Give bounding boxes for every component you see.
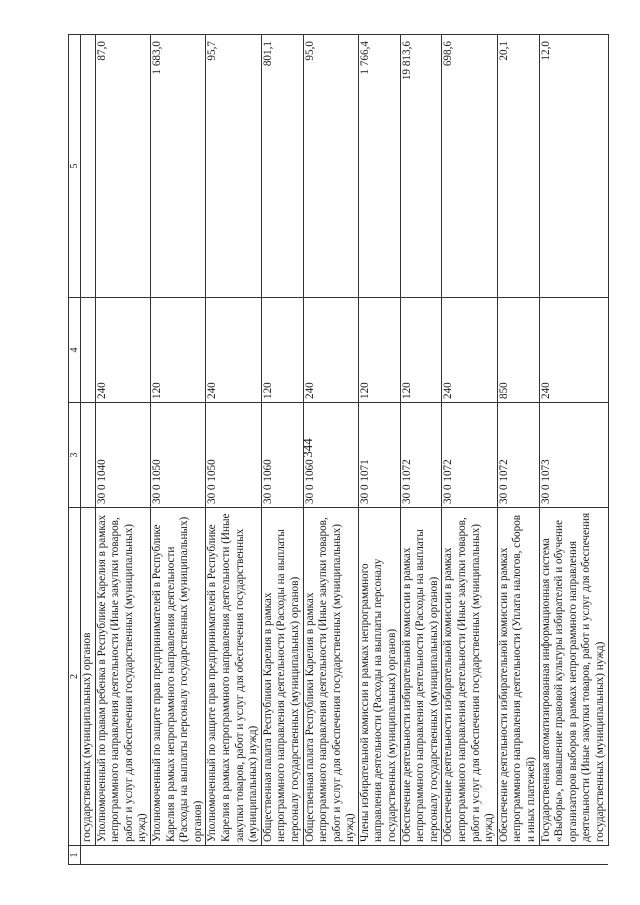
header-cell: 5 (69, 35, 81, 298)
row-amount: 95,7 (206, 35, 261, 298)
row-type: 120 (150, 298, 205, 403)
table-row (81, 35, 96, 865)
table-row (400, 35, 442, 865)
table-row (442, 35, 497, 865)
row-amount: 801,1 (261, 35, 303, 298)
empty-cell (261, 846, 303, 865)
table-row (303, 35, 358, 865)
table-row (206, 35, 261, 865)
row-type: 240 (95, 298, 150, 403)
table-row (358, 35, 400, 865)
empty-cell (400, 846, 442, 865)
budget-table (68, 34, 609, 865)
row-name: Государственная автоматизированная информационная система «Выборы», повышение правовой культуры избирателей и обучение организаторов выборов в рамках непрограммного направления деятельности (Иные закупки товаров, работ и услуг для обеспечения государственных (муниципальных) нужд) (539, 508, 608, 846)
row-name: Общественная палата Республики Карелия в рамках непрограммного направления деятельности (Расходы на выплаты персоналу государственных (муниципальных) органов) (261, 508, 303, 846)
row-amount: 20,1 (497, 35, 539, 298)
row-name: Уполномоченный по правам ребенка в Республике Карелия в рамках непрограммного направления деятельности (Иные закупки товаров, работ и услуг для обеспечения государственных (муниципальных) нужд) (95, 508, 150, 846)
header-cell: 4 (69, 298, 81, 403)
empty-cell (497, 846, 539, 865)
row-type: 120 (358, 298, 400, 403)
rotated-table-page (68, 35, 606, 865)
table-row (539, 35, 608, 865)
row-code (81, 403, 96, 508)
row-amount: 87,0 (95, 35, 150, 298)
header-cell: 2 (69, 508, 81, 846)
row-type: 120 (261, 298, 303, 403)
row-name: Обеспечение деятельности избирательной комиссии в рамках непрограммного направления деятельности (Расходы на выплаты персоналу государственных (муниципальных) органов) (400, 508, 442, 846)
row-amount: 19 813,6 (400, 35, 442, 298)
table-row (95, 35, 150, 865)
empty-cell (150, 846, 205, 865)
empty-cell (303, 846, 358, 865)
row-type (81, 298, 96, 403)
row-name: государственных (муниципальных) органов (81, 508, 96, 846)
empty-cell (442, 846, 497, 865)
table-row (497, 35, 539, 865)
empty-cell (539, 846, 608, 865)
row-amount (81, 35, 96, 298)
row-amount: 95,0 (303, 35, 358, 298)
table-row (261, 35, 303, 865)
row-type: 240 (303, 298, 358, 403)
row-type: 240 (539, 298, 608, 403)
row-amount: 698,6 (442, 35, 497, 298)
row-code: 30 0 1071 (358, 403, 400, 508)
row-code: 30 0 1050 (206, 403, 261, 508)
row-code: 30 0 1060 (303, 403, 358, 508)
row-code: 30 0 1072 (400, 403, 442, 508)
row-type: 120 (400, 298, 442, 403)
row-name: Уполномоченный по защите прав предпринимателей в Республике Карелия в рамках непрограммного направления деятельности (Иные закупки товаров, работ и услуг для обеспечения государственных (муниципальных) нужд) (206, 508, 261, 846)
row-type: 240 (206, 298, 261, 403)
row-amount: 12,0 (539, 35, 608, 298)
row-name: Обеспечение деятельности избирательной комиссии в рамках непрограммного направления деятельности (Иные закупки товаров, работ и услуг для обеспечения государственных (муниципальных) нужд) (442, 508, 497, 846)
header-cell: 3 (69, 403, 81, 508)
row-code: 30 0 1060 (261, 403, 303, 508)
row-code: 30 0 1050 (150, 403, 205, 508)
row-code: 30 0 1040 (95, 403, 150, 508)
row-amount: 1 683,0 (150, 35, 205, 298)
row-type: 850 (497, 298, 539, 403)
empty-cell (358, 846, 400, 865)
empty-cell (95, 846, 150, 865)
row-name: Члены избирательной комиссии в рамках непрограммного направления деятельности (Расходы на выплаты персоналу государственных (муниципальных) органов) (358, 508, 400, 846)
table-row (150, 35, 205, 865)
empty-cell (206, 846, 261, 865)
page-number: 344 (299, 438, 315, 458)
row-code: 30 0 1072 (442, 403, 497, 508)
empty-cell (81, 846, 96, 865)
row-code: 30 0 1072 (497, 403, 539, 508)
row-amount: 1 766,4 (358, 35, 400, 298)
row-type: 240 (442, 298, 497, 403)
row-code: 30 0 1073 (539, 403, 608, 508)
row-name: Общественная палата Республики Карелия в рамках непрограммного направления деятельности (Иные закупки товаров, работ и услуг для обеспечения государственных (муниципальных) нужд) (303, 508, 358, 846)
row-name: Обеспечение деятельности избирательной комиссии в рамках непрограммного направления деятельности (Уплата налогов, сборов и иных платежей) (497, 508, 539, 846)
table-header-row (69, 35, 81, 865)
row-name: Уполномоченный по защите прав предпринимателей в Республике Карелия в рамках непрограммного направления деятельности (Расходы на выплаты персоналу государственных (муниципальных) органов) (150, 508, 205, 846)
header-cell: 1 (69, 846, 81, 865)
